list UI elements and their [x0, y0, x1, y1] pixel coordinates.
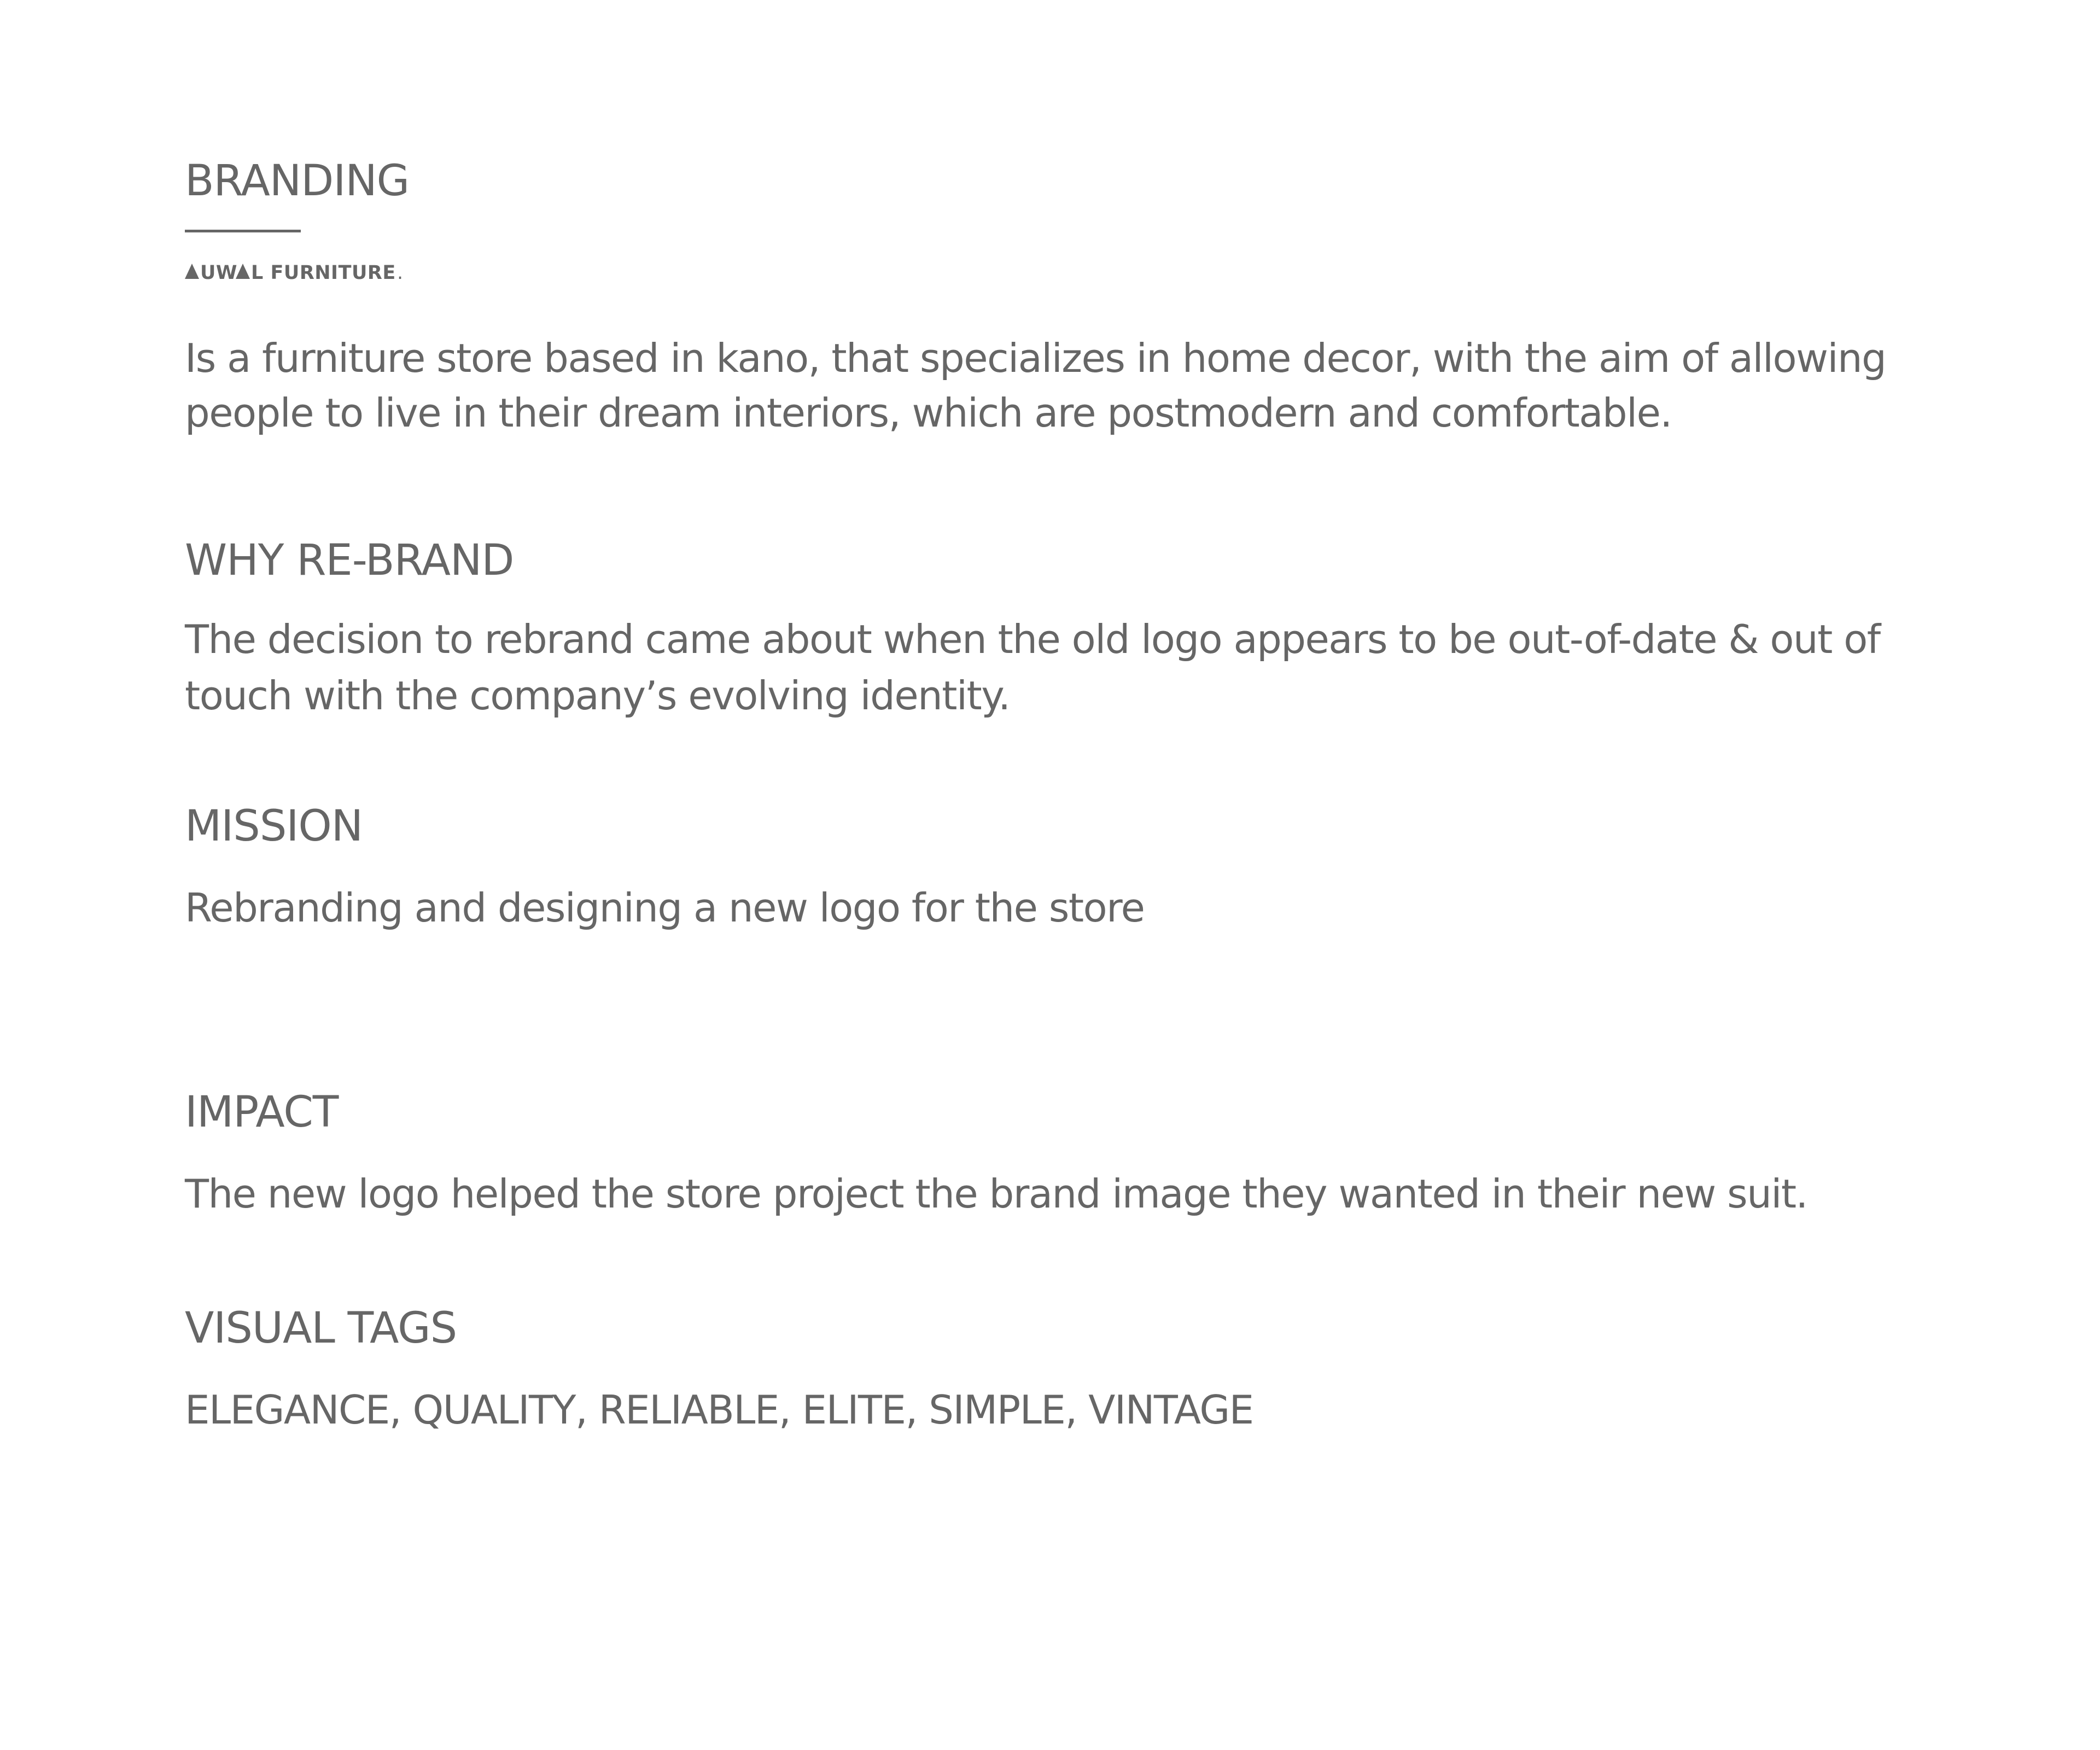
mission-heading: MISSION	[185, 802, 363, 851]
svg-text:UW: UW	[200, 262, 238, 284]
mission-text: Rebranding and designing a new logo for the store	[185, 885, 1145, 931]
branding-heading: BRANDING	[185, 156, 410, 206]
visual-tags-heading: VISUAL TAGS	[185, 1304, 457, 1353]
svg-text:.: .	[397, 262, 404, 284]
why-rebrand-heading: WHY RE-BRAND	[185, 536, 514, 585]
svg-text:L FURNITURE: L FURNITURE	[251, 262, 396, 284]
impact-text: The new logo helped the store project the brand image they wanted in their new suit.	[185, 1171, 1807, 1217]
why-rebrand-text: The decision to rebrand came about when the old logo appears to be out-of-date & out of touch with the company’s evolving identity.	[185, 616, 1880, 719]
logo-wordmark-graphic	[185, 261, 491, 283]
heading-underline	[185, 230, 301, 232]
auwal-furniture-logo	[185, 261, 491, 283]
impact-heading: IMPACT	[185, 1088, 339, 1137]
branding-description: Is a furniture store based in kano, that specializes in home decor, with the aim of allowing people to live in their dream interiors, which are postmodern and comfortable.	[185, 335, 1886, 436]
logo-wordmark	[185, 261, 491, 283]
visual-tags-text: ELEGANCE, QUALITY, RELIABLE, ELITE, SIMPLE, VINTAGE	[185, 1387, 1253, 1433]
